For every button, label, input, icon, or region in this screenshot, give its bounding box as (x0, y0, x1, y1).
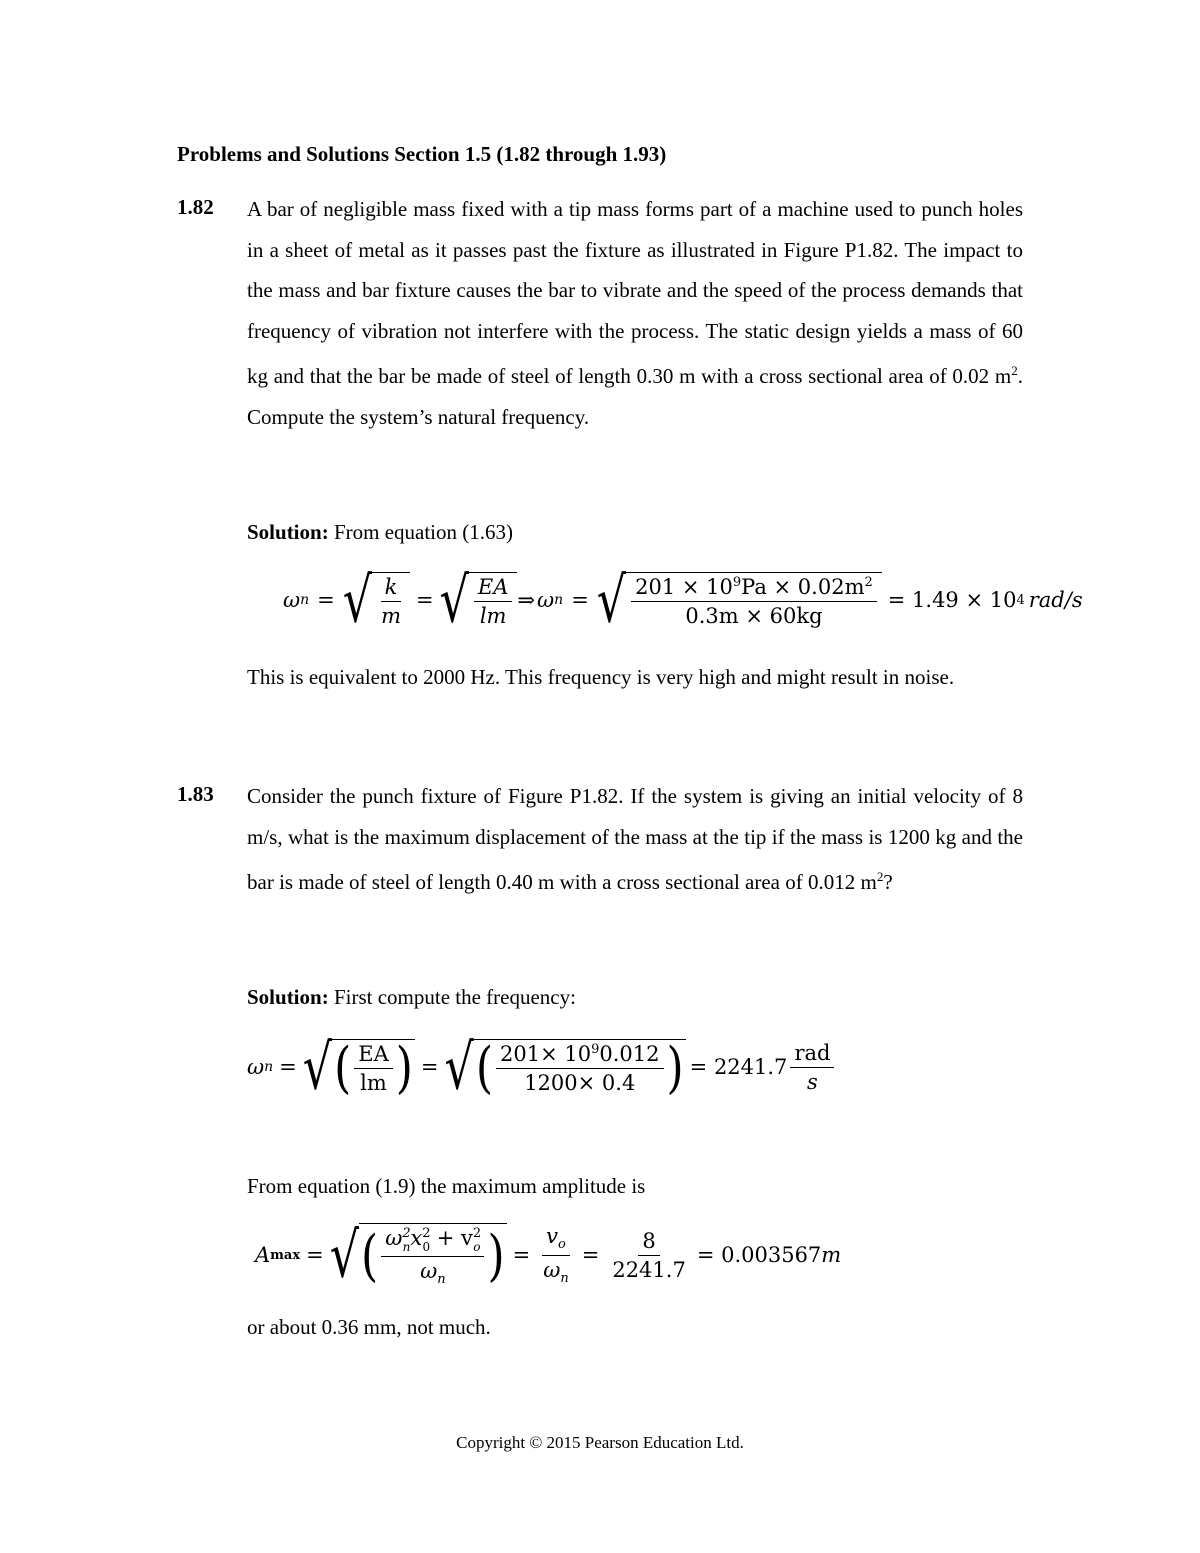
frac-num (496, 1042, 663, 1069)
amplitude-intro: From equation (1.9) the maximum amplitude is (247, 1174, 646, 1198)
copyright-footer: Copyright © 2015 Pearson Education Ltd. (456, 1433, 744, 1452)
sqrt-numeric: √ $\frac{201 \times 10^9Pa \times 0.02m^2}{0.3m \times 60kg}$ (597, 572, 882, 628)
frac-num: k (381, 575, 402, 602)
result-value: = 1.49 × 10 (887, 588, 1017, 612)
sqrt-numeric: √ ( $\frac{201\times 10^90.012}{1200\times 0.4}$ ) (444, 1030, 684, 1104)
subscript: max (270, 1247, 301, 1263)
num-part: 201 × 10 (635, 575, 733, 599)
subscript: n (560, 1270, 569, 1286)
num-part: Pa × 0.02m (741, 575, 865, 599)
frac-den (539, 1256, 573, 1286)
sqrt-amplitude: √ ( $\frac{\omega^2_nx^2_0 + v^2_o}{\omega_n}$ ) (329, 1218, 505, 1292)
superscript: 2 (864, 575, 873, 590)
superscript: 2 (876, 869, 884, 884)
solution-label: Solution: (247, 520, 329, 544)
implies-symbol: ⇒ (517, 588, 536, 612)
frac-den: 1200× 0.4 (524, 1071, 636, 1095)
problem-text (247, 189, 1023, 437)
problem-number: 1.82 (177, 195, 214, 219)
solution-intro (247, 520, 513, 545)
num-part: 0.012 (599, 1042, 660, 1066)
eight-over-omega (608, 1229, 689, 1282)
problem-text-body: A bar of negligible mass fixed with a tip mass forms part of a machine used to punch holes in a sheet of metal as it passes past the fixture as illustrated in Figure P1.82. The impact to the mass and bar fixture causes the bar to vibrate and the speed of the process demands that frequency of vibration not interfere with the process. The static design yields a mass of 60 kg and that the bar be made of steel of length 0.30 m with a cross sectional area of 0.02 m (247, 197, 1023, 388)
superscript: 4 (1016, 592, 1025, 608)
subscript: o (557, 1237, 566, 1253)
result-value: = 0.003567 (696, 1243, 822, 1267)
frac-den: lm (360, 1071, 387, 1095)
subscript: n (300, 592, 310, 608)
amplitude-symbol: A (255, 1243, 271, 1267)
v0-over-omega (539, 1224, 573, 1285)
frac-den: lm (479, 604, 507, 628)
omega-symbol: ω (543, 1257, 561, 1282)
problem-text-body: Consider the punch fixture of Figure P1.82. If the system is giving an initial velocity of 8 m/s, what is the maximum displacement of the mass at the tip if the mass is 1200 kg and the bar is made of steel of length 0.40 m with a cross sectional area of 0.012 m (247, 784, 1023, 894)
frac-num (542, 1224, 570, 1255)
sqrt-k-over-m: √ $\frac{k}{m}$ (343, 572, 410, 628)
frac-den: s (807, 1069, 818, 1094)
problem-text (247, 776, 1023, 903)
frac-den: m (381, 604, 401, 628)
omega-symbol: ω (247, 1055, 265, 1079)
equation-amplitude: A max = √ ( $\frac{\omega^2_nx^2_0 + v^2_o}{\omega_n}$ ) = $\frac{v_o}{\omega_n}$ = $\frac{8}{2241.7}$ = 0.003567 m (255, 1218, 842, 1292)
v0-symbol: v (546, 1224, 558, 1249)
equation-frequency: ω n = √ ( $\frac{EA}{lm}$ ) = √ ( $\frac{201\times 10^90.012}{1200\times 0.4}$ ) = 2241.7 $\frac{\text{rad}}{s}$ (247, 1022, 837, 1112)
subscript: n (554, 592, 564, 608)
sqrt-ea-over-lm: √ $\frac{EA}{lm}$ (440, 572, 518, 628)
solution-intro-text: From equation (1.63) (328, 520, 514, 544)
superscript: 9 (732, 575, 742, 590)
frac-num: EA (474, 575, 513, 602)
frac-num: EA (354, 1042, 393, 1069)
frac-den: 2241.7 (612, 1257, 686, 1282)
superscript: 2 (1011, 363, 1018, 378)
frac-den: $\omega_n$ (420, 1258, 446, 1287)
conclusion-text: This is equivalent to 2000 Hz. This frequency is very high and might result in noise. (247, 665, 955, 689)
solution-intro (247, 985, 576, 1010)
problem-text-end: . Compute the system’s natural frequency. (247, 364, 1023, 429)
frac-num: rad (790, 1041, 834, 1068)
frac-num: $\omega^2_nx^2_0 + v^2_o$ (381, 1226, 484, 1256)
sqrt-ea-over-lm: √ ( $\frac{EA}{lm}$ ) (302, 1030, 413, 1104)
conclusion-text: or about 0.36 mm, not much. (247, 1315, 491, 1339)
result-unit: rad/s (1028, 588, 1083, 612)
num-part: 201× 10 (500, 1042, 592, 1066)
solution-label: Solution: (247, 985, 329, 1009)
unit-fraction (790, 1041, 834, 1094)
equation-natural-frequency: ω n = √ $\frac{k}{m}$ = √ $\frac{EA}{lm}$ ⇒ ω n = √ $\frac{201 \times 10^9Pa \times 0.02m^2}{0.3m \times 60kg}$ = 1.49 × 10 4 rad/s (283, 563, 1083, 637)
problem-text-end: ? (883, 870, 893, 894)
superscript: 9 (591, 1042, 600, 1057)
omega-symbol: ω (283, 588, 301, 612)
frac-num (631, 575, 877, 602)
frac-den: 0.3m × 60kg (685, 604, 823, 628)
page-title: Problems and Solutions Section 1.5 (1.82 through 1.93) (177, 142, 667, 166)
frac-num: 8 (638, 1229, 659, 1256)
solution-intro-text: First compute the frequency: (328, 985, 576, 1009)
result-value: = 2241.7 (689, 1055, 788, 1079)
subscript: n (264, 1059, 274, 1075)
problem-number: 1.83 (177, 782, 214, 806)
omega-symbol: ω (537, 588, 555, 612)
result-unit: m (821, 1243, 842, 1267)
